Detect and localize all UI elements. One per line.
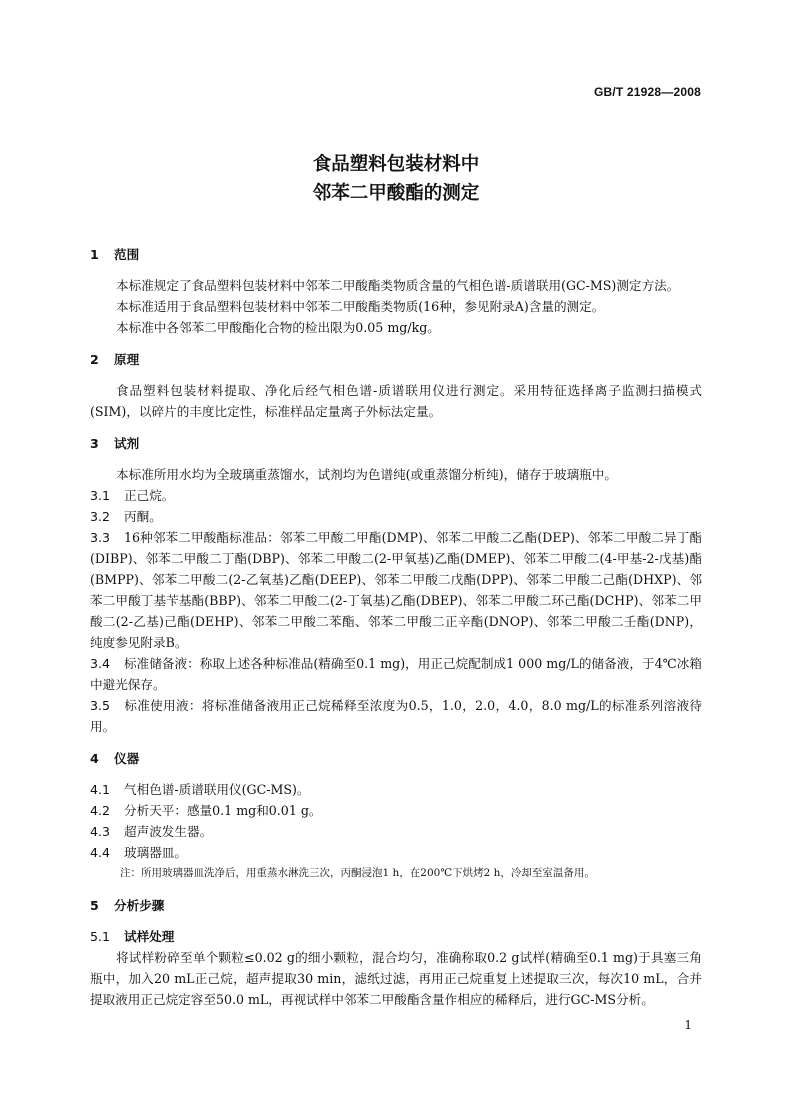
clause-3-2-number: 3.2 <box>90 509 111 524</box>
section-4-number: 4 <box>90 751 99 766</box>
clause-4-2 <box>90 800 702 821</box>
section-2-number: 2 <box>90 352 99 367</box>
clause-4-2-text: 分析天平：感量0.1 mg和0.01 g。 <box>124 803 322 818</box>
clause-3-2-text: 丙酮。 <box>124 509 162 524</box>
clause-3-3 <box>90 527 702 653</box>
clause-3-3-number: 3.3 <box>90 530 111 545</box>
title-line-1: 食品塑料包装材料中 <box>312 154 480 175</box>
clause-3-5 <box>90 695 702 737</box>
section-3-title: 试剂 <box>114 436 140 451</box>
clause-5-1-title: 试样处理 <box>124 929 175 944</box>
clause-5-1-paragraph: 将试样粉碎至单个颗粒≤0.02 g的细小颗粒，混合均匀，准确称取0.2 g试样(精确至0.1 mg)于具塞三角瓶中，加入20 mL正己烷，超声提取30 min，滤纸过滤，再用正己烷重复上述提取三次，每次10 mL，合并提取液用正己烷定容至50.0 mL，再视试样中邻苯二甲酸酯含量作相应的稀释后，进行GC-MS分析。 <box>90 950 702 1007</box>
clause-3-1 <box>90 485 702 506</box>
clause-4-1-number: 4.1 <box>90 782 111 797</box>
clause-3-5-text: 标准使用液：将标准储备液用正己烷稀释至浓度为0.5，1.0，2.0，4.0，8.0 mg/L的标准系列溶液待用。 <box>90 698 702 734</box>
clause-3-5-number: 3.5 <box>90 698 111 713</box>
page-number: 1 <box>684 1018 692 1032</box>
section-1-title: 范围 <box>114 247 140 262</box>
section-2-paragraph-1: 食品塑料包装材料提取、净化后经气相色谱-质谱联用仪进行测定。采用特征选择离子监测扫描模式(SIM)，以碎片的丰度比定性，标准样品定量离子外标法定量。 <box>90 383 702 419</box>
section-4-heading <box>90 748 702 769</box>
clause-3-1-number: 3.1 <box>90 488 111 503</box>
clause-4-4 <box>90 842 702 863</box>
standard-code: GB/T 21928—2008 <box>593 85 701 99</box>
title-line-2: 邻苯二甲酸酯的测定 <box>312 183 480 204</box>
section-5-heading <box>90 895 702 916</box>
document-body <box>90 244 702 1010</box>
clause-4-1 <box>90 779 702 800</box>
clause-5-1-heading <box>90 926 702 947</box>
clause-3-4-number: 3.4 <box>90 656 111 671</box>
clause-4-4-number: 4.4 <box>90 845 111 860</box>
clause-3-4 <box>90 653 702 695</box>
section-2-title: 原理 <box>114 352 140 367</box>
clause-4-3 <box>90 821 702 842</box>
clause-4-4-text: 玻璃器皿。 <box>124 845 187 860</box>
clause-4-note: 注：所用玻璃器皿洗净后，用重蒸水淋洗三次，丙酮浸泡1 h，在200℃下烘烤2 h，冷却至室温备用。 <box>120 867 595 879</box>
clause-4-2-number: 4.2 <box>90 803 111 818</box>
clause-3-3-text: 16种邻苯二甲酸酯标准品：邻苯二甲酸二甲酯(DMP)、邻苯二甲酸二乙酯(DEP)、邻苯二甲酸二异丁酯(DIBP)、邻苯二甲酸二丁酯(DBP)、邻苯二甲酸二(2-甲氧基)乙酯(DMEP)、邻苯二甲酸二(4-甲基-2-戊基)酯(BMPP)、邻苯二甲酸二(2-乙氧基)乙酯(DEEP)、邻苯二甲酸二戊酯(DPP)、邻苯二甲酸二己酯(DHXP)、邻苯二甲酸丁基苄基酯(BBP)、邻苯二甲酸二(2-丁氧基)乙酯(DBEP)、邻苯二甲酸二环己酯(DCHP)、邻苯二甲酸二(2-乙基)己酯(DEHP)、邻苯二甲酸二苯酯、邻苯二甲酸二正辛酯(DNOP)、邻苯二甲酸二壬酯(DNP)，纯度参见附录B。 <box>90 530 702 650</box>
document-title <box>0 150 792 208</box>
section-1-heading <box>90 244 702 265</box>
section-3-heading <box>90 433 702 454</box>
clause-5-1-number: 5.1 <box>90 929 111 944</box>
section-1-number: 1 <box>90 247 99 262</box>
section-5-number: 5 <box>90 898 99 913</box>
section-1-paragraph-1: 本标准规定了食品塑料包装材料中邻苯二甲酸酯类物质含量的气相色谱-质谱联用(GC-MS)测定方法。 <box>116 278 680 293</box>
section-3-paragraph-1: 本标准所用水均为全玻璃重蒸馏水，试剂均为色谱纯(或重蒸馏分析纯)，储存于玻璃瓶中。 <box>116 467 617 482</box>
section-4-title: 仪器 <box>114 751 140 766</box>
clause-3-2 <box>90 506 702 527</box>
section-1-paragraph-2: 本标准适用于食品塑料包装材料中邻苯二甲酸酯类物质(16种，参见附录A)含量的测定。 <box>116 299 605 314</box>
section-5-title: 分析步骤 <box>114 898 165 913</box>
clause-4-1-text: 气相色谱-质谱联用仪(GC-MS)。 <box>124 782 310 797</box>
section-3-number: 3 <box>90 436 99 451</box>
clause-3-4-text: 标准储备液：称取上述各种标准品(精确至0.1 mg)，用正己烷配制成1 000 mg/L的储备液，于4℃冰箱中避光保存。 <box>90 656 702 692</box>
clause-4-3-text: 超声波发生器。 <box>124 824 213 839</box>
clause-3-1-text: 正己烷。 <box>124 488 175 503</box>
section-2-heading <box>90 349 702 370</box>
clause-4-3-number: 4.3 <box>90 824 111 839</box>
section-1-paragraph-3: 本标准中各邻苯二甲酸酯化合物的检出限为0.05 mg/kg。 <box>116 320 440 335</box>
